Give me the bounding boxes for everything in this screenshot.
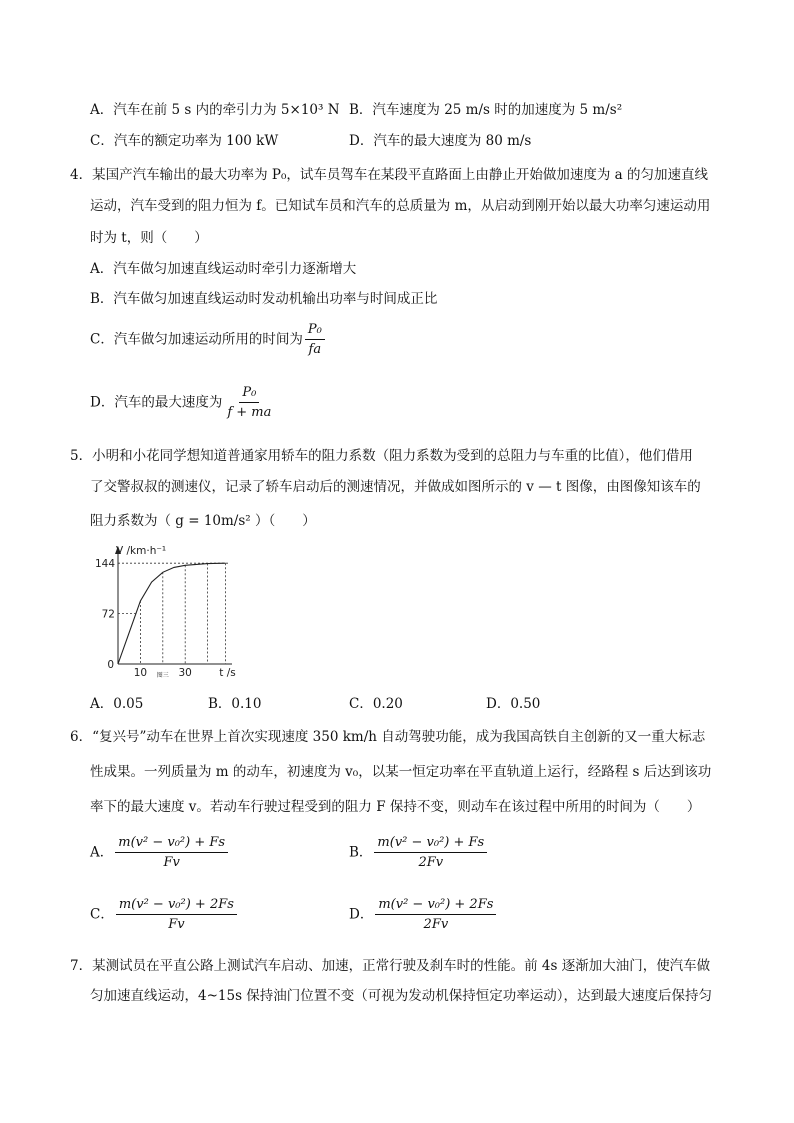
q5-stem-line3: 阻力系数为（ g = 10m/s² ）（ ） (90, 513, 316, 529)
y-tick-label-144: 144 (94, 558, 115, 571)
q4-option-d (90, 384, 276, 421)
q6-option-d (349, 896, 498, 933)
q4-option-d-denominator: f + ma (227, 405, 272, 420)
q6-option-d-label: D． (349, 906, 374, 923)
q6-option-a (90, 834, 230, 871)
q4-option-c (90, 321, 327, 358)
q6-option-d-denominator: 2Fv (423, 917, 449, 932)
q6-option-c-label: C． (90, 906, 114, 923)
q4-option-c-fraction (305, 321, 325, 358)
q3-option-a: A．汽车在前 5 s 内的牵引力为 5×10³ N (90, 102, 340, 118)
y-axis-label: V /km·h⁻¹ (116, 545, 167, 557)
y-tick-label-72: 72 (101, 608, 115, 621)
q5-option-d: D．0.50 (486, 696, 541, 712)
x-tick-label-30: 30 (178, 667, 192, 679)
q6-stem-line2: 性成果。一列质量为 m 的动车，初速度为 v₀，以某一恒定功率在平直轨道上运行，经路程 s 后达到该功 (90, 764, 712, 780)
q6-option-c (90, 896, 239, 933)
q7-stem-line2: 匀加速直线运动，4~15s 保持油门位置不变（可视为发动机保持恒定功率运动），达到最大速度后保持匀 (90, 988, 713, 1004)
q4-stem-line2: 运动，汽车受到的阻力恒为 f。已知试车员和汽车的总质量为 m，从启动到刚开始以最大功率匀速运动用 (90, 198, 711, 214)
q5-option-a: A．0.05 (90, 696, 144, 712)
q6-stem-line1: 6．“复兴号”动车在世界上首次实现速度 350 km/h 自动驾驶功能，成为我国高铁自主创新的又一重大标志 (70, 729, 706, 745)
q6-option-b-label: B． (349, 844, 373, 861)
q3-option-b: B．汽车速度为 25 m/s 时的加速度为 5 m/s² (349, 102, 623, 118)
q4-stem-line3: 时为 t，则（ ） (90, 230, 208, 246)
q6-option-a-label: A． (90, 844, 114, 861)
q6-option-b-denominator: 2Fv (418, 855, 444, 870)
q4-option-d-text: D．汽车的最大速度为 (90, 394, 223, 411)
q4-option-a: A．汽车做匀加速直线运动时牵引力逐渐增大 (90, 261, 357, 277)
q4-option-d-numerator: P₀ (239, 384, 259, 403)
x-axis-label: t /s (219, 667, 236, 679)
q4-option-b: B．汽车做匀加速直线运动时发动机输出功率与时间成正比 (90, 291, 438, 307)
q4-option-c-numerator: P₀ (305, 321, 325, 340)
q6-option-c-numerator: m(v² − v₀²) + 2Fs (116, 896, 237, 915)
q3-option-c: C．汽车的额定功率为 100 kW (90, 133, 279, 149)
q4-option-c-denominator: fa (308, 342, 322, 357)
q5-option-b: B．0.10 (208, 696, 262, 712)
q3-option-d: D．汽车的最大速度为 80 m/s (349, 133, 532, 149)
q6-stem-line3: 率下的最大速度 v。若动车行驶过程受到的阻力 F 保持不变，则动车在该过程中所用的时间为（ ） (90, 799, 701, 815)
q6-option-b-numerator: m(v² − v₀²) + Fs (374, 834, 487, 853)
q6-option-b (349, 834, 489, 871)
q6-option-d-numerator: m(v² − v₀²) + 2Fs (375, 896, 496, 915)
origin-label: 0 (107, 659, 114, 671)
q5-stem-line2: 了交警叔叔的测速仪，记录了轿车启动后的测速情况，并做成如图所示的 v — t 图像，由图像知该车的 (90, 479, 701, 495)
q6-option-a-denominator: Fv (163, 855, 180, 870)
q7-stem-line1: 7．某测试员在平直公路上测试汽车启动、加速，正常行驶及刹车时的性能。前 4s 逐渐加大油门，使汽车做 (70, 958, 711, 974)
x-tick-label-10: 10 (133, 667, 148, 679)
q5-option-c: C．0.20 (349, 696, 403, 712)
q5-stem-line1: 5．小明和小花同学想知道普通家用轿车的阻力系数（阻力系数为受到的总阻力与车重的比值），他们借用 (70, 448, 693, 464)
q6-option-c-denominator: Fv (168, 917, 185, 932)
q4-option-c-text: C．汽车做匀加速运动所用的时间为 (90, 331, 303, 348)
q4-stem-line1: 4．某国产汽车输出的最大功率为 P₀，试车员驾车在某段平直路面上由静止开始做加速度为 a 的匀加速直线 (70, 167, 709, 183)
vt-chart (90, 542, 240, 682)
q6-option-a-numerator: m(v² − v₀²) + Fs (115, 834, 228, 853)
q4-option-d-fraction (224, 384, 274, 421)
chart-caption: 图三 (156, 672, 169, 679)
